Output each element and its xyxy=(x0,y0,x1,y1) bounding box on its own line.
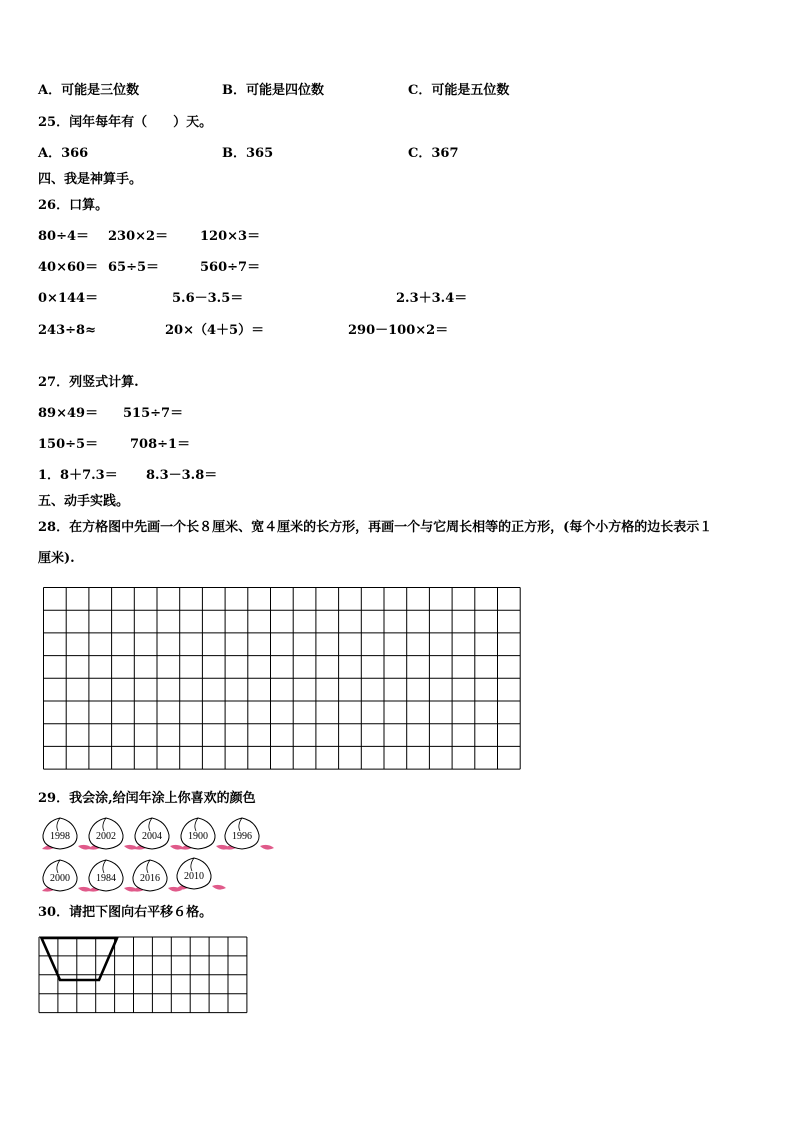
peach-year-label: 2016 xyxy=(140,873,160,884)
q29-title: 29．我会涂,给闰年涂上你喜欢的颜色 xyxy=(38,791,256,806)
q28-square-grid[interactable] xyxy=(43,587,523,773)
q28-text-line2: 厘米). xyxy=(38,551,75,566)
peach-year-label: 2000 xyxy=(50,873,70,884)
q26-item: 2.3＋3.4＝ xyxy=(396,291,468,306)
q24-option-c: C．可能是五位数 xyxy=(408,83,510,98)
q27-title: 27．列竖式计算. xyxy=(38,375,139,390)
peach-year-label: 2010 xyxy=(184,871,204,882)
q26-item: 243÷8≈ xyxy=(38,323,96,338)
q25-option-a: A．366 xyxy=(38,146,89,161)
q27-item: 8.3－3.8＝ xyxy=(146,468,218,483)
peach-year-label: 2002 xyxy=(96,831,116,842)
q26-item: 290－100×2＝ xyxy=(348,323,449,338)
section-5-heading: 五、动手实践。 xyxy=(38,494,130,509)
q26-item: 65÷5＝ xyxy=(108,260,160,275)
q27-item: 89×49＝ xyxy=(38,406,99,421)
q26-item: 230×2＝ xyxy=(108,229,169,244)
q25-option-b: B．365 xyxy=(222,146,274,161)
q25-option-c: C．367 xyxy=(408,146,459,161)
q26-item: 5.6－3.5＝ xyxy=(172,291,244,306)
peach-year-label: 1996 xyxy=(232,831,252,842)
q26-item: 560÷7＝ xyxy=(200,260,261,275)
q24-option-b: B．可能是四位数 xyxy=(222,83,324,98)
peach-2010[interactable] xyxy=(172,855,228,895)
q27-item: 1．8＋7.3＝ xyxy=(38,468,118,483)
section-4-heading: 四、我是神算手。 xyxy=(38,172,143,187)
peach-1996[interactable] xyxy=(220,815,276,855)
q26-item: 120×3＝ xyxy=(200,229,261,244)
q25-title: 25．闰年每年有（ ）天。 xyxy=(38,115,213,130)
q26-item: 0×144＝ xyxy=(38,291,99,306)
q30-trapezoid-shape xyxy=(42,938,118,980)
q30-square-grid[interactable] xyxy=(38,936,250,1028)
peach-year-label: 2004 xyxy=(142,831,162,842)
q27-item: 708÷1＝ xyxy=(130,437,191,452)
peach-year-label: 1900 xyxy=(188,831,208,842)
q26-item: 40×60＝ xyxy=(38,260,99,275)
peach-year-label: 1998 xyxy=(50,831,70,842)
q24-option-a: A．可能是三位数 xyxy=(38,83,140,98)
q30-title: 30．请把下图向右平移６格。 xyxy=(38,905,213,920)
q27-item: 150÷5＝ xyxy=(38,437,99,452)
q26-item: 80÷4＝ xyxy=(38,229,90,244)
q27-item: 515÷7＝ xyxy=(123,406,184,421)
peach-year-label: 1984 xyxy=(96,873,116,884)
q26-item: 20×（4＋5）＝ xyxy=(165,323,265,338)
q26-title: 26．口算。 xyxy=(38,198,109,213)
q28-text-line1: 28．在方格图中先画一个长８厘米、宽４厘米的长方形，再画一个与它周长相等的正方形，(每个小方格的边长表示１ xyxy=(38,520,713,535)
